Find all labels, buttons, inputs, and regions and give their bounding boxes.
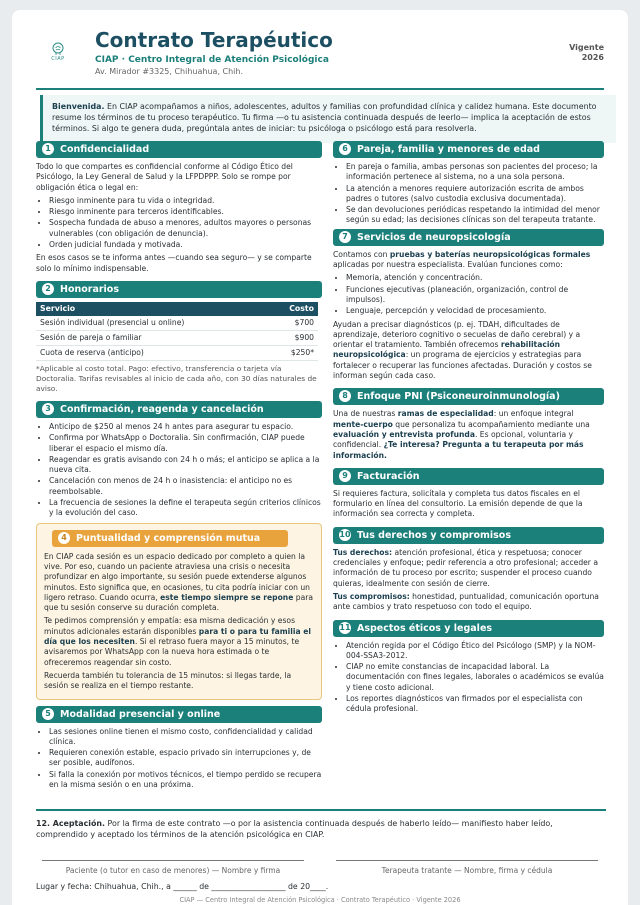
header-divider (36, 88, 604, 90)
col-service: Servicio (36, 302, 268, 316)
s6-list (333, 162, 604, 226)
list-item: • Cancelación con menos de 24 h o inasistencia: el anticipo no es reembolsable. (49, 476, 322, 497)
section-title: Facturación (357, 470, 420, 482)
list-item: • Si falla la conexión por motivos técnicos, el tiempo perdido se recupera en la misma sesión o en una próxima. (49, 770, 322, 791)
s4-paragraph-2: Te pedimos comprensión y empatía: esa misma dedicación y esos minutos adicionales estarán disponibles para ti o para tu familia el día que los necesiten. Si el retraso fuera mayor a 15 minutos, te avisaremos por WhatsApp con la nueva hora estimada o te ofreceremos reagendar sin costo. (44, 616, 312, 667)
service-cell: Cuota de reserva (anticipo) (36, 345, 268, 360)
contract-page (12, 10, 628, 905)
section-title: Puntualidad y comprensión mutua (76, 532, 261, 544)
list-item: • En pareja o familia, ambas personas son pacientes del proceso; la información pertenece al sistema, no a una sola persona. (346, 162, 604, 183)
therapist-signature-line[interactable] (336, 860, 598, 861)
s5-list (36, 727, 322, 791)
org-name: CIAP · Centro Integral de Atención Psicológica (95, 55, 329, 65)
section-number: 9 (339, 470, 351, 482)
section-number: 4 (58, 532, 70, 544)
page-title: Contrato Terapéutico (95, 28, 333, 52)
section-number: 3 (42, 403, 54, 415)
header (12, 10, 628, 88)
section-8-heading (333, 388, 604, 405)
section-title: Modalidad presencial y online (60, 708, 221, 720)
table-header-row (36, 302, 318, 316)
acceptance-text: Por la firma de este contrato —o por la asistencia continuada después de haberlo leído— manifiesto haber leído, comprendido y aceptado los términos de la atención psicológica en CIAP. (36, 819, 553, 839)
section-2-heading (36, 281, 322, 298)
section-1-heading (36, 141, 322, 158)
section-title: Aspectos éticos y legales (357, 622, 493, 634)
section-number: 1 (42, 143, 54, 155)
s11-list (333, 641, 604, 715)
section-3-heading (36, 401, 322, 418)
section-number: 8 (339, 390, 351, 402)
s7-list (333, 273, 604, 316)
section-title: Honorarios (60, 283, 119, 295)
section-title: Servicios de neuropsicología (357, 231, 511, 243)
list-item: • Memoria, atención y concentración. (346, 273, 604, 283)
punctuality-box (36, 523, 322, 700)
intro-box (40, 95, 616, 143)
section-number: 7 (339, 231, 351, 243)
footer: CIAP — Centro Integral de Atención Psicológica · Contrato Terapéutico · Vigente 2026 (179, 896, 461, 904)
s1-list (36, 196, 322, 250)
place-date-field[interactable]: Lugar y fecha: Chihuahua, Chih., a ______ de ___________________ de 20____. (36, 882, 329, 891)
org-address: Av. Mirador #3325, Chihuahua, Chih. (95, 67, 244, 76)
section-5-heading (36, 706, 322, 723)
list-item: • La atención a menores requiere autorización escrita de ambos padres o tutores (salvo custodia exclusiva documentada). (346, 184, 604, 205)
col-cost: Costo (268, 302, 318, 316)
list-item: • Los reportes diagnósticos van firmados por el especialista con cédula profesional. (346, 694, 604, 715)
section-7-heading (333, 229, 604, 246)
logo-text: CIAP (51, 56, 65, 62)
list-item: • Reagendar es gratis avisando con 24 h o más; el anticipo se aplica a la nueva cita. (49, 455, 322, 476)
section-11-heading (333, 620, 604, 637)
intro-lead: Bienvenida. (52, 102, 105, 111)
section-9-heading (333, 468, 604, 485)
list-item: • Funciones ejecutivas (planeación, organización, control de impulsos). (346, 285, 604, 306)
vigente-year: 2026 (581, 53, 604, 62)
section-10-heading (333, 527, 604, 544)
s4-paragraph-1: En CIAP cada sesión es un espacio dedicado por completo a quien la vive. Por eso, cuando un paciente atraviesa una crisis o necesita profundizar en algo importante, su sesión puede extenderse algunos minutos. Esto significa que, en ocasiones, tu cita podría iniciar con un ligero retraso. Cuando ocurra, este tiempo siempre se repone para que tu sesión conserve su duración completa. (44, 551, 314, 613)
patient-signature-line[interactable] (42, 860, 304, 861)
patient-signature-label: Paciente (o tutor en caso de menores) — Nombre y firma (65, 866, 281, 875)
list-item: • Sospecha fundada de abuso a menores, adultos mayores o personas vulnerables (con obligación de denuncia). (49, 218, 322, 239)
section-6-heading (333, 141, 604, 158)
right-column (333, 141, 604, 718)
section-title: Pareja, familia y menores de edad (357, 144, 540, 155)
cost-cell: $700 (268, 316, 318, 331)
s1-paragraph: Todo lo que compartes es confidencial conforme al Código Ético del Psicólogo, la Ley General de Salud y la LFPDPPP. Solo se rompe por obligación ética o legal en: (36, 162, 293, 192)
table-row (36, 330, 318, 345)
list-item: • Riesgo inminente para terceros identificables. (49, 207, 322, 217)
list-item: • Confirma por WhatsApp o Doctoralia. Sin confirmación, CIAP puede liberar el espacio el mismo día. (49, 433, 322, 454)
vigente-badge (569, 43, 604, 63)
section-number: 2 (42, 283, 54, 295)
therapist-signature-label: Terapeuta tratante — Nombre, firma y cédula (381, 866, 553, 875)
commitments-paragraph: Tus compromisos: honestidad, puntualidad, comunicación oportuna ante cambios y trato respetuoso con todo el equipo. (333, 591, 599, 612)
left-column (36, 141, 322, 793)
list-item: • Se dan devoluciones periódicas respetando la intimidad del menor según su edad; las decisiones clínicas son del terapeuta tratante. (346, 205, 604, 226)
rights-paragraph: Tus derechos: atención profesional, ética y respetuosa; conocer credenciales y enfoque; pedir referencia a otro profesional; acceder a información de tu proceso por escrito; suspender el proceso cuando quieras, idealmente con sesión de cierre. (333, 547, 598, 588)
ciap-logo (48, 42, 68, 68)
section-number: 11 (339, 622, 351, 632)
section-title: Confirmación, reagenda y cancelación (60, 403, 264, 415)
section-number: 10 (339, 529, 351, 539)
s7-paragraph-2: Ayudan a precisar diagnósticos (p. ej. TDAH, dificultades de aprendizaje, deterioro cognitivo o secuelas de daño cerebral) y a orientar el tratamiento. También ofrecemos rehabilitación neuropsicológica: un programa de ejercicios y estrategias para fortalecer o recuperar las funciones afectadas. Duración y costos se informan según cada caso. (333, 319, 592, 381)
s1-paragraph-2: En esos casos se te informa antes —cuando sea seguro— y se comparte solo lo mínimo indispensable. (36, 253, 312, 273)
s3-list (36, 422, 322, 519)
cost-cell: $250* (268, 345, 318, 360)
acceptance-clause (36, 809, 606, 840)
list-item: • Las sesiones online tienen el mismo costo, confidencialidad y calidad clínica. (49, 727, 322, 748)
table-row (36, 316, 318, 331)
section-number: 5 (42, 708, 54, 720)
list-item: • La frecuencia de sesiones la define el terapeuta según criterios clínicos y la evolución del caso. (49, 498, 322, 519)
service-cell: Sesión de pareja o familiar (36, 330, 268, 345)
acceptance-label: 12. Aceptación. (36, 819, 106, 828)
s7-paragraph-1: Contamos con pruebas y baterías neuropsicológicas formales aplicadas por nuestra especialista. Evalúan funciones como: (333, 249, 591, 270)
list-item: • Atención regida por el Código Ético del Psicólogo (SMP) y la NOM-004-SSA3-2012. (346, 641, 604, 662)
section-title: Tus derechos y compromisos (357, 529, 511, 541)
s8-paragraph: Una de nuestras ramas de especialidad: un enfoque integral mente-cuerpo que personaliza tu acompañamiento mediante una evaluación y entrevista profunda. Es opcional, voluntaria y confidencial. ¿Te interesa? Pregunta a tu terapeuta por más información. (333, 409, 590, 460)
vigente-label: Vigente (569, 43, 604, 52)
section-4-heading (52, 530, 288, 547)
list-item: • Riesgo inminente para tu vida o integridad. (49, 196, 322, 206)
s4-paragraph-3: Recuerda también tu tolerancia de 15 minutos: si llegas tarde, la sesión se realiza en el tiempo restante. (44, 670, 292, 691)
intro-text: En CIAP acompañamos a niños, adolescentes, adultos y familias con profundidad clínica y calidez humana. Este documento resume los términos de tu proceso terapéutico. Tu firma —o tu asistencia continuada después de leerlo— implica la aceptación de estos términos. Si algo te genera duda, pregúntala antes de iniciar: tu psicóloga o psicólogo está para resolverla. (52, 102, 597, 133)
service-cell: Sesión individual (presencial u online) (36, 316, 268, 331)
fees-table (36, 302, 318, 361)
section-title: Confidencialidad (60, 144, 150, 155)
cost-cell: $900 (268, 330, 318, 345)
list-item: • Requieren conexión estable, espacio privado sin interrupciones y, de ser posible, audífonos. (49, 748, 322, 769)
brain-head-icon (51, 42, 65, 56)
section-number: 6 (339, 143, 351, 155)
list-item: • Orden judicial fundada y motivada. (49, 240, 322, 250)
list-item: • CIAP no emite constancias de incapacidad laboral. La documentación con fines legales, laborales o académicos se evalúa y tiene costo adicional. (346, 662, 604, 693)
s9-paragraph: Si requieres factura, solicítala y completa tus datos fiscales en el formulario en línea del consultorio. La emisión depende de que la información sea correcta y completa. (333, 488, 583, 519)
section-title: Enfoque PNI (Psiconeuroinmunología) (357, 391, 560, 403)
list-item: • Lenguaje, percepción y velocidad de procesamiento. (346, 306, 604, 316)
table-row (36, 345, 318, 360)
fees-note: *Aplicable al costo total. Pago: efectivo, transferencia o tarjeta vía Doctoralia. Tarifas revisables al inicio de cada año, con 30 días naturales de aviso. (36, 363, 317, 393)
list-item: • Anticipo de $250 al menos 24 h antes para asegurar tu espacio. (49, 422, 322, 432)
